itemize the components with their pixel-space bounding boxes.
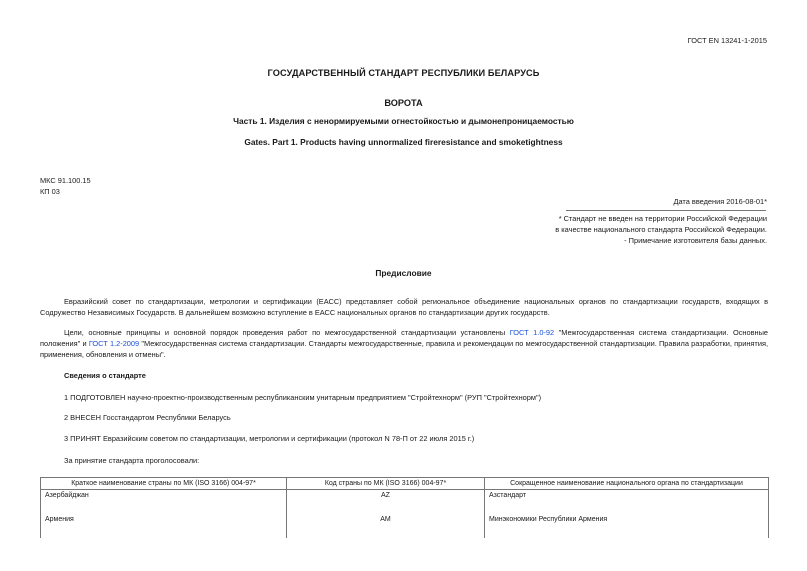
country-cell: Армения (41, 514, 287, 538)
column-header-country: Краткое наименование страны по МК (ISO 3166) 004-97* (41, 478, 287, 490)
footnote-divider (566, 210, 766, 211)
footnote-line: - Примечание изготовителя базы данных. (624, 236, 767, 245)
part-title-ru: Часть 1. Изделия с ненормируемыми огнестойкостью и дымонепроницаемостью (233, 116, 574, 126)
paragraph-text: Цели, основные принципы и основной порядок проведения работ по межгосударственной стандартизации установлены (64, 328, 510, 337)
intro-date: Дата введения 2016-08-01* (673, 197, 767, 206)
footnote-line: в качестве национального стандарта Российской Федерации. (555, 225, 767, 234)
gost-1-2-2009-link[interactable]: ГОСТ 1.2-2009 (88, 339, 140, 348)
classification-block (40, 175, 91, 197)
table-row (41, 514, 769, 538)
info-item-1: 1 ПОДГОТОВЛЕН научно-проектно-производственным республиканским унитарным предприятием "Стройтехнорм" (РУП "Стройтехнорм") (64, 393, 542, 402)
info-item-2: 2 ВНЕСЕН Госстандартом Республики Беларусь (64, 413, 231, 422)
footnote-line: * Стандарт не введен на территории Российской Федерации (558, 214, 767, 223)
info-heading: Сведения о стандарте (64, 371, 146, 380)
org-cell: Минэкономики Республики Армения (485, 514, 769, 538)
info-item-3: 3 ПРИНЯТ Евразийским советом по стандартизации, метрологии и сертификации (протокол N 78-П от 22 июля 2015 г.) (64, 434, 475, 443)
table-row (41, 490, 769, 515)
standard-type-heading: ГОСУДАРСТВЕННЫЙ СТАНДАРТ РЕСПУБЛИКИ БЕЛАРУСЬ (267, 68, 540, 78)
mks-code: МКС 91.100.15 (40, 176, 91, 185)
code-cell: AM (287, 514, 485, 538)
part-title-en: Gates. Part 1. Products having unnormalized fireresistance and smoketightness (244, 137, 563, 147)
org-cell: Азстандарт (485, 490, 769, 515)
document-title: ВОРОТА (384, 98, 423, 108)
foreword-paragraph-2 (40, 327, 768, 360)
paragraph-text: "Межгосударственная система стандартизации. Стандарты межгосударственные, правила и рекомендации по межгосударственной стандартизации. Правила разработки, принятия, применения, обновления и отмены". (40, 339, 768, 359)
column-header-code: Код страны по МК (ISO 3166) 004-97* (287, 478, 485, 490)
gost-1-0-92-link[interactable]: ГОСТ 1.0-92 (509, 328, 555, 337)
voted-label: За принятие стандарта проголосовали: (64, 456, 200, 465)
country-cell: Азербайджан (41, 490, 287, 515)
votes-table (40, 477, 769, 538)
code-cell: AZ (287, 490, 485, 515)
kp-code: КП 03 (40, 187, 60, 196)
foreword-paragraph-1: Евразийский совет по стандартизации, метрологии и сертификации (ЕАСС) представляет собой региональное объединение национальных органов по стандартизации государств, входящих в Содружество Независимых Государств. В дальнейшем возможно вступление в ЕАСС национальных органов по стандартизации других государств. (40, 297, 768, 317)
paragraph-text: "Межгосударственная система стандартизации. Основные положения" и (40, 328, 769, 348)
footnote (555, 213, 767, 246)
document-code: ГОСТ EN 13241-1-2015 (687, 36, 767, 45)
foreword-heading: Предисловие (375, 268, 432, 278)
table-header-row (41, 478, 769, 490)
column-header-org: Сокращенное наименование национального органа по стандартизации (485, 478, 769, 490)
